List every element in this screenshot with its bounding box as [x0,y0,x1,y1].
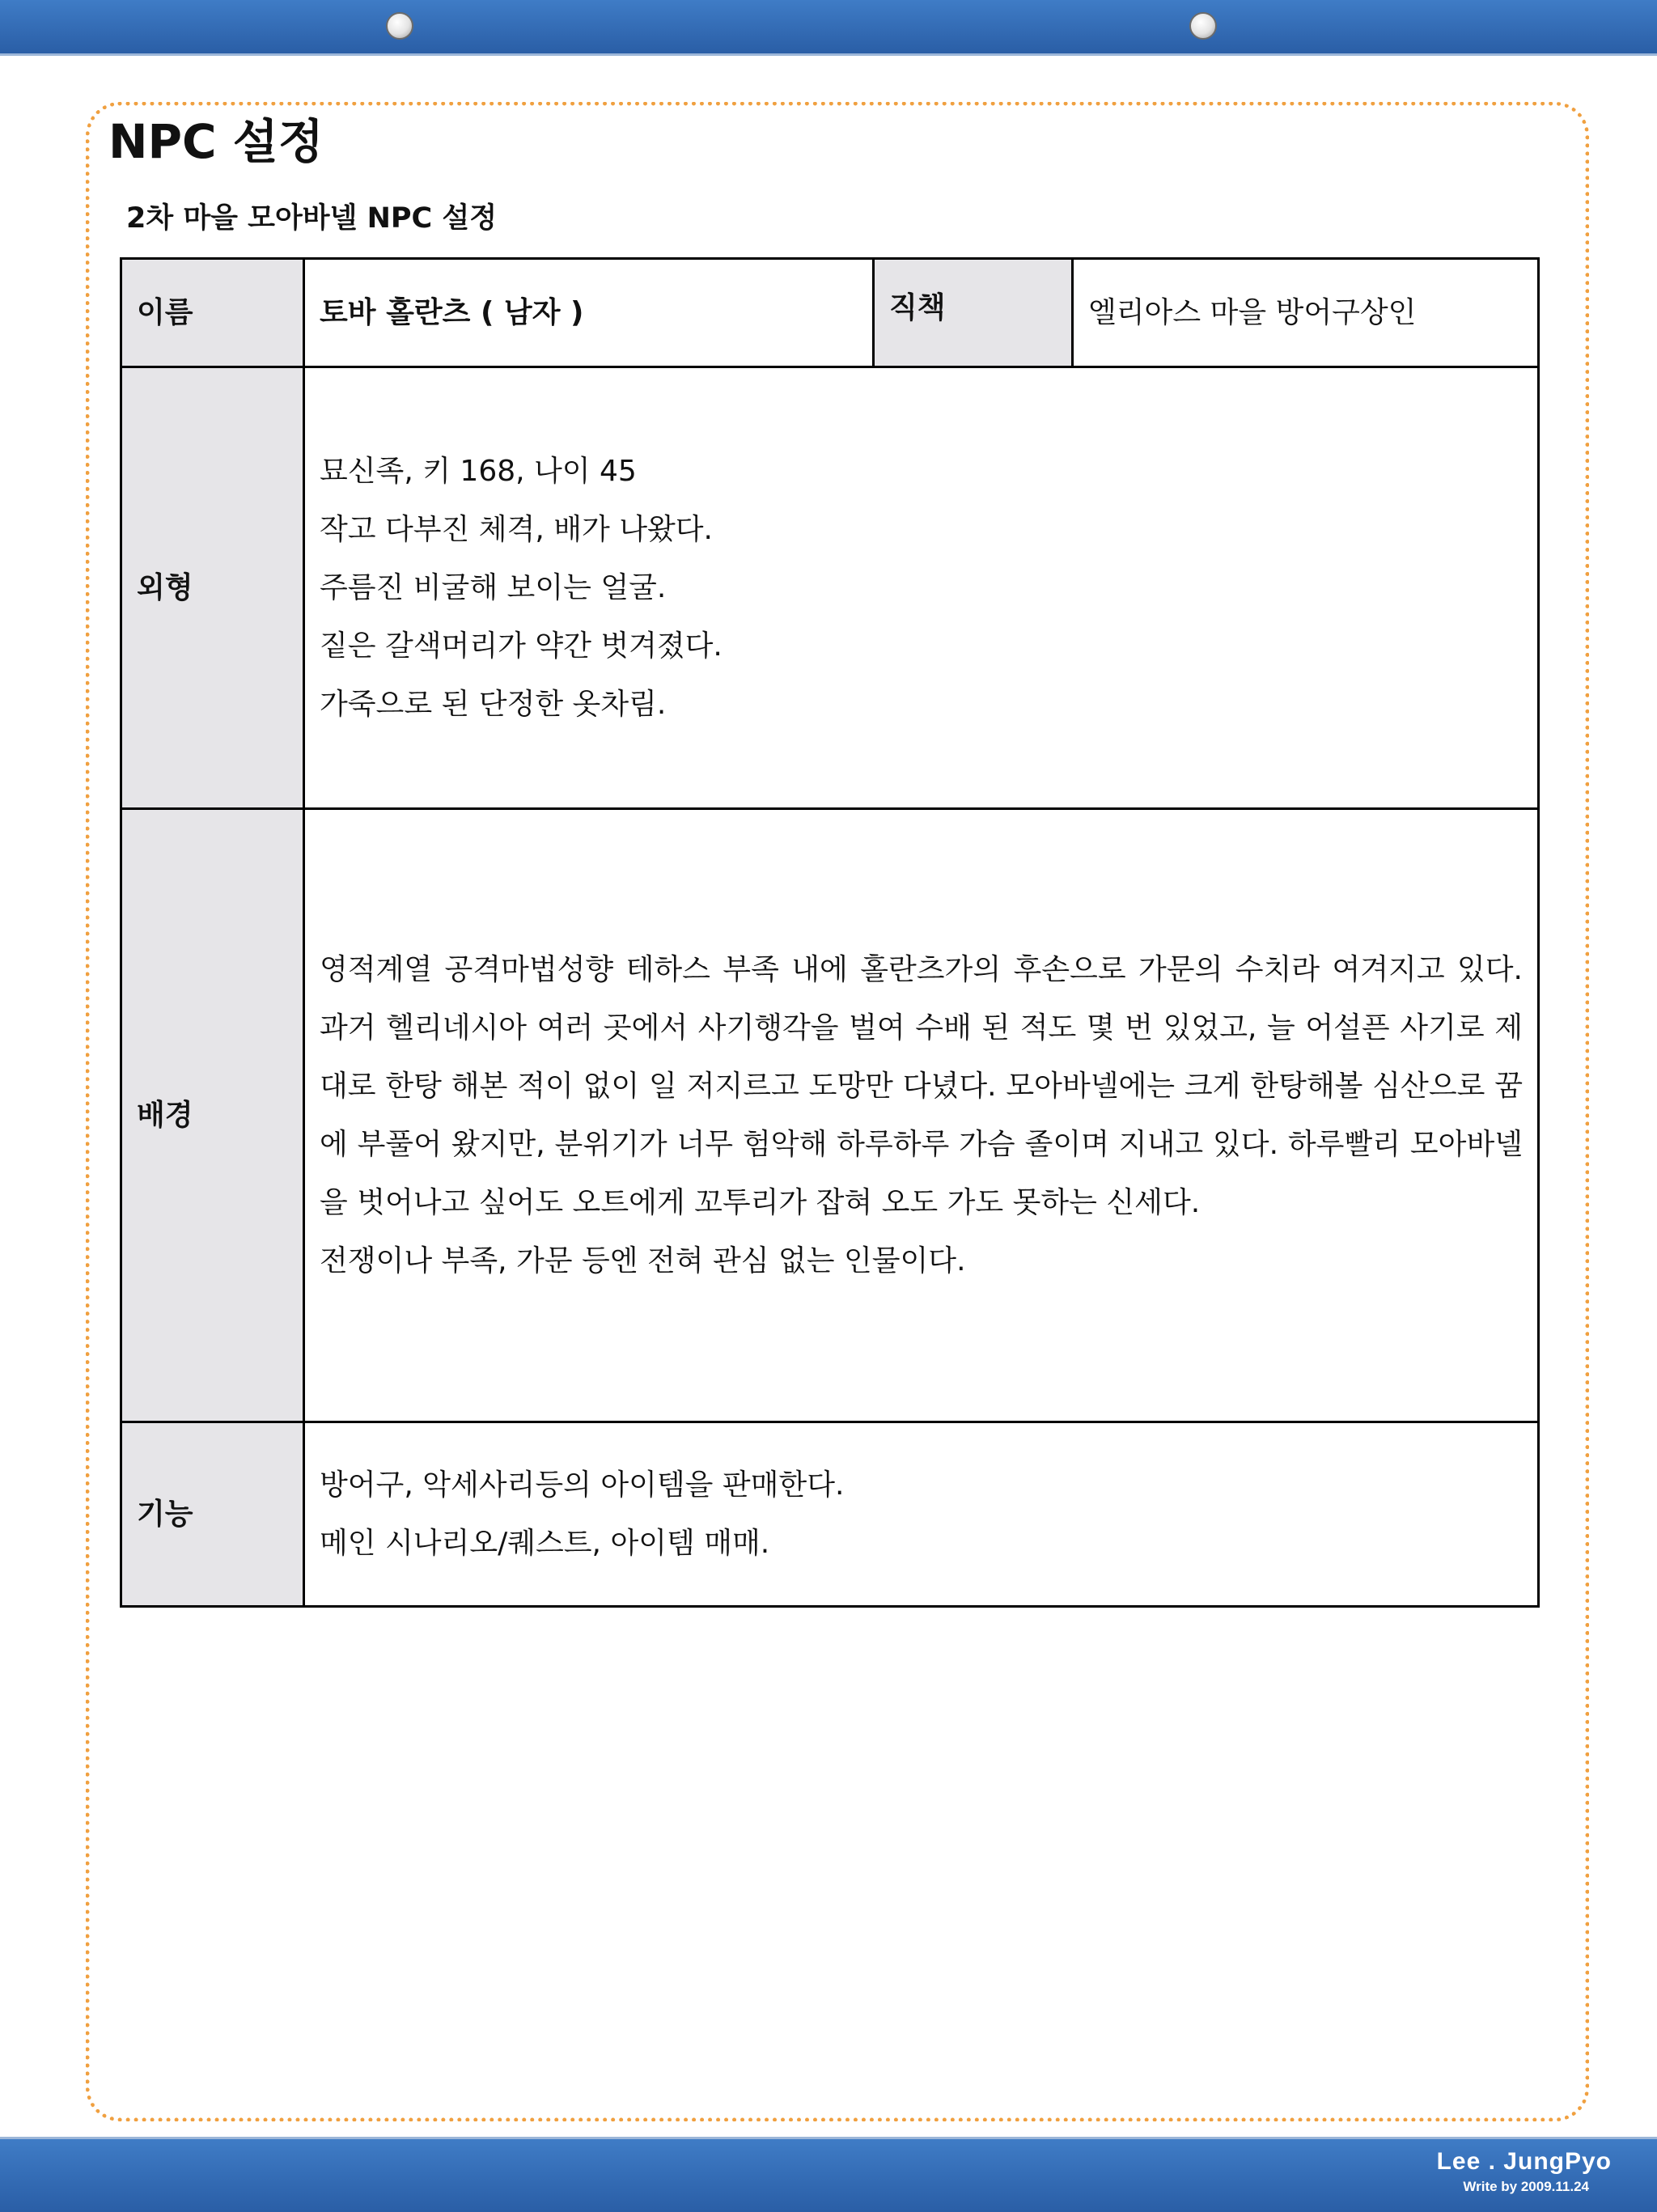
function-row [121,1422,1539,1607]
background-paragraph: 영적계열 공격마법성향 테하스 부족 내에 홀란츠가의 후손으로 가문의 수치라 여겨지고 있다. 과거 헬리네시아 여러 곳에서 사기행각을 벌여 수배 된 적도 몇 번 있었고, 늘 어설픈 사기로 제대로 한탕 해본 적이 없이 일 저지르고 도망만 다녔다. 모아바넬에는 크게 한탕해볼 심산으로 꿈에 부풀어 왔지만, 분위기가 너무 험악해 하루하루 가슴 졸이며 지내고 있다. 하루빨리 모아바넬을 벗어나고 싶어도 오트에게 꼬투리가 잡혀 오도 가도 못하는 신세다. [320,952,1523,1219]
appearance-line: 묘신족, 키 168, 나이 45 [320,454,637,488]
function-line: 메인 시나리오/퀘스트, 아이템 매매. [320,1526,770,1560]
function-label: 기능 [121,1422,304,1607]
binder-ring-icon [386,12,413,40]
name-row [121,259,1539,367]
top-header-bar [0,0,1657,56]
background-note: 전쟁이나 부족, 가문 등엔 전혀 관심 없는 인물이다. [320,1244,966,1278]
appearance-line: 짙은 갈색머리가 약간 벗겨졌다. [320,629,723,663]
page-title: NPC 설정 [108,114,324,169]
appearance-line: 주름진 비굴해 보이는 얼굴. [320,570,667,604]
background-row [121,809,1539,1422]
npc-settings-table [120,257,1540,1608]
job-value: 엘리아스 마을 방어구상인 [1073,259,1539,367]
name-value: 토바 홀란츠 ( 남자 ) [304,259,874,367]
background-content [304,809,1539,1422]
bottom-footer-bar [0,2137,1657,2212]
function-line: 방어구, 악세사리등의 아이템을 판매한다. [320,1468,845,1502]
appearance-row [121,367,1539,809]
appearance-label: 외형 [121,367,304,809]
write-date: Write by 2009.11.24 [1463,2179,1589,2194]
background-label: 배경 [121,809,304,1422]
name-label: 이름 [121,259,304,367]
author-name: Lee . JungPyo [1436,2148,1612,2175]
appearance-line: 작고 다부진 체격, 배가 나왔다. [320,512,713,546]
function-content [304,1422,1539,1607]
job-label: 직책 [874,259,1073,367]
appearance-line: 가죽으로 된 단정한 옷차림. [320,687,667,721]
appearance-content [304,367,1539,809]
binder-ring-icon [1189,12,1217,40]
page-subtitle: 2차 마을 모아바넬 NPC 설정 [126,202,498,235]
